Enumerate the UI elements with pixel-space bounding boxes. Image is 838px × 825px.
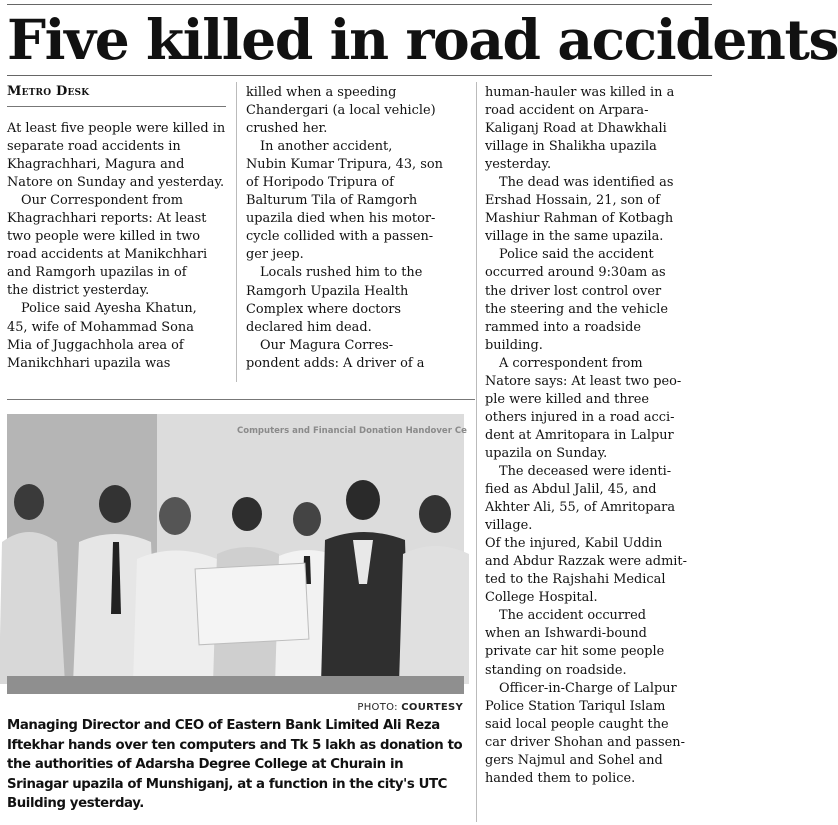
text-line: declared him dead. bbox=[246, 319, 372, 335]
text-line: At least five people were killed in bbox=[7, 121, 226, 136]
text-line: human-hauler was killed in a bbox=[485, 85, 675, 100]
text-line: Locals rushed him to the bbox=[260, 265, 423, 281]
text-line: said local people caught the bbox=[485, 716, 669, 732]
text-line: rammed into a roadside bbox=[485, 319, 641, 335]
text-line: car driver Shohan and passen- bbox=[485, 734, 685, 750]
paragraph bbox=[485, 246, 706, 354]
text-line: Chandergari (a local vehicle) bbox=[246, 103, 436, 119]
text-line: upazila died when his motor- bbox=[246, 211, 436, 227]
paragraph bbox=[246, 84, 465, 138]
column-body bbox=[7, 120, 226, 373]
text-line: Police said the accident bbox=[499, 247, 654, 263]
text-line: road accident on Arpara- bbox=[485, 103, 649, 119]
text-line: The dead was identified as bbox=[499, 175, 674, 191]
headline: Five killed in road accidents bbox=[7, 7, 838, 72]
text-line: Complex where doctors bbox=[246, 301, 402, 317]
text-line: A correspondent from bbox=[499, 355, 643, 371]
text-line: building. bbox=[485, 337, 543, 353]
paragraph bbox=[485, 355, 706, 463]
text-line: crushed her. bbox=[246, 121, 328, 137]
article-column-2 bbox=[246, 84, 465, 373]
text-line: Manikchhari upazila was bbox=[7, 355, 171, 371]
text-line: Natore on Sunday and yesterday. bbox=[7, 175, 225, 191]
text-line: yesterday. bbox=[485, 157, 552, 173]
text-line: pondent adds: A driver of a bbox=[246, 355, 425, 371]
text-line: handed them to police. bbox=[485, 770, 636, 786]
text-line: others injured in a road acci- bbox=[485, 409, 675, 425]
paragraph bbox=[246, 337, 465, 373]
text-line: village in the same upazila. bbox=[485, 229, 664, 245]
text-line: and Abdur Razzak were admit- bbox=[485, 554, 687, 570]
text-line: Ershad Hossain, 21, son of bbox=[485, 193, 660, 209]
paragraph bbox=[7, 300, 226, 372]
text-line: Our Magura Corres- bbox=[260, 337, 394, 353]
text-line: Khagrachhari, Magura and bbox=[7, 157, 185, 173]
section-divider bbox=[7, 399, 475, 400]
text-line: the district yesterday. bbox=[7, 283, 150, 299]
paragraph bbox=[7, 192, 226, 300]
text-line: The accident occurred bbox=[499, 608, 647, 624]
text-line: village. bbox=[485, 518, 533, 534]
text-line: College Hospital. bbox=[485, 590, 598, 606]
paragraph bbox=[485, 463, 706, 535]
paragraph bbox=[7, 120, 226, 192]
text-line: ple were killed and three bbox=[485, 391, 650, 407]
news-photo bbox=[7, 414, 467, 694]
text-line: Police Station Tariqul Islam bbox=[485, 698, 666, 714]
text-line: and Ramgorh upazilas in of bbox=[7, 265, 187, 281]
text-line: Nubin Kumar Tripura, 43, son bbox=[246, 157, 443, 173]
article-column-1 bbox=[7, 82, 226, 373]
text-line: village in Shalikha upazila bbox=[485, 139, 657, 155]
top-rule bbox=[7, 4, 712, 5]
text-line: occurred around 9:30am as bbox=[485, 265, 666, 281]
paragraph bbox=[485, 84, 706, 174]
text-line: Our Correspondent from bbox=[21, 193, 184, 209]
text-line: Police said Ayesha Khatun, bbox=[21, 301, 197, 317]
text-line: killed when a speeding bbox=[246, 85, 397, 100]
text-line: ted to the Rajshahi Medical bbox=[485, 572, 666, 588]
text-line: cycle collided with a passen- bbox=[246, 229, 434, 245]
text-line: when an Ishwardi-bound bbox=[485, 626, 647, 642]
text-line: Kaliganj Road at Dhawkhali bbox=[485, 121, 667, 137]
text-line: Natore says: At least two peo- bbox=[485, 373, 682, 389]
text-line: separate road accidents in bbox=[7, 139, 181, 155]
text-line: gers Najmul and Sohel and bbox=[485, 752, 663, 768]
text-line: fied as Abdul Jalil, 45, and bbox=[485, 482, 657, 498]
text-line: Of the injured, Kabil Uddin bbox=[485, 536, 663, 552]
photo-credit-name: COURTESY bbox=[401, 702, 463, 713]
text-line: upazila on Sunday. bbox=[485, 445, 608, 461]
text-line: of Horipodo Tripura of bbox=[246, 175, 394, 191]
column-divider bbox=[236, 82, 237, 382]
text-line: the steering and the vehicle bbox=[485, 301, 669, 317]
column-divider bbox=[476, 82, 477, 822]
text-line: Mashiur Rahman of Kotbagh bbox=[485, 211, 674, 227]
paragraph bbox=[485, 607, 706, 679]
photo-illustration bbox=[7, 414, 467, 694]
paragraph bbox=[246, 138, 465, 264]
text-line: Mia of Juggachhola area of bbox=[7, 337, 184, 353]
text-line: ger jeep. bbox=[246, 247, 304, 263]
text-line: Balturum Tila of Ramgorh bbox=[246, 193, 418, 209]
text-line: standing on roadside. bbox=[485, 662, 627, 678]
paragraph bbox=[246, 264, 465, 336]
paragraph bbox=[485, 174, 706, 246]
donation-board bbox=[195, 563, 309, 645]
text-line: private car hit some people bbox=[485, 644, 665, 660]
section-label-text: Metro Desk bbox=[7, 84, 90, 99]
text-line: 45, wife of Mohammad Sona bbox=[7, 319, 194, 335]
text-line: Akhter Ali, 55, of Amritopara bbox=[485, 500, 676, 516]
floor bbox=[7, 676, 464, 694]
banner-text: Computers and Financial Donation Handover Ce bbox=[237, 426, 467, 436]
section-label-rule bbox=[7, 106, 226, 107]
photo-credit bbox=[7, 702, 463, 713]
paragraph bbox=[485, 680, 706, 788]
paragraph bbox=[485, 535, 706, 607]
text-line: road accidents at Manikchhari bbox=[7, 247, 208, 263]
photo-credit-prefix: PHOTO: bbox=[357, 702, 402, 713]
text-line: the driver lost control over bbox=[485, 283, 662, 299]
text-line: In another accident, bbox=[260, 139, 393, 155]
article-column-3 bbox=[485, 84, 706, 788]
text-line: Ramgorh Upazila Health bbox=[246, 283, 409, 299]
headline-rule bbox=[7, 75, 712, 76]
text-line: Officer-in-Charge of Lalpur bbox=[499, 680, 677, 696]
text-line: dent at Amritopara in Lalpur bbox=[485, 427, 674, 443]
photo-caption: Managing Director and CEO of Eastern Bank Limited Ali Reza Iftekhar hands over ten computers and Tk 5 lakh as donation to the authorities of Adarsha Degree College at Churain in Srinagar upazila of Munshiganj, at a function in the city's UTC Building yesterday. bbox=[7, 718, 463, 811]
text-line: The deceased were identi- bbox=[499, 463, 672, 479]
text-line: Khagrachhari reports: At least bbox=[7, 211, 207, 227]
section-label bbox=[7, 82, 226, 102]
text-line: two people were killed in two bbox=[7, 229, 201, 245]
